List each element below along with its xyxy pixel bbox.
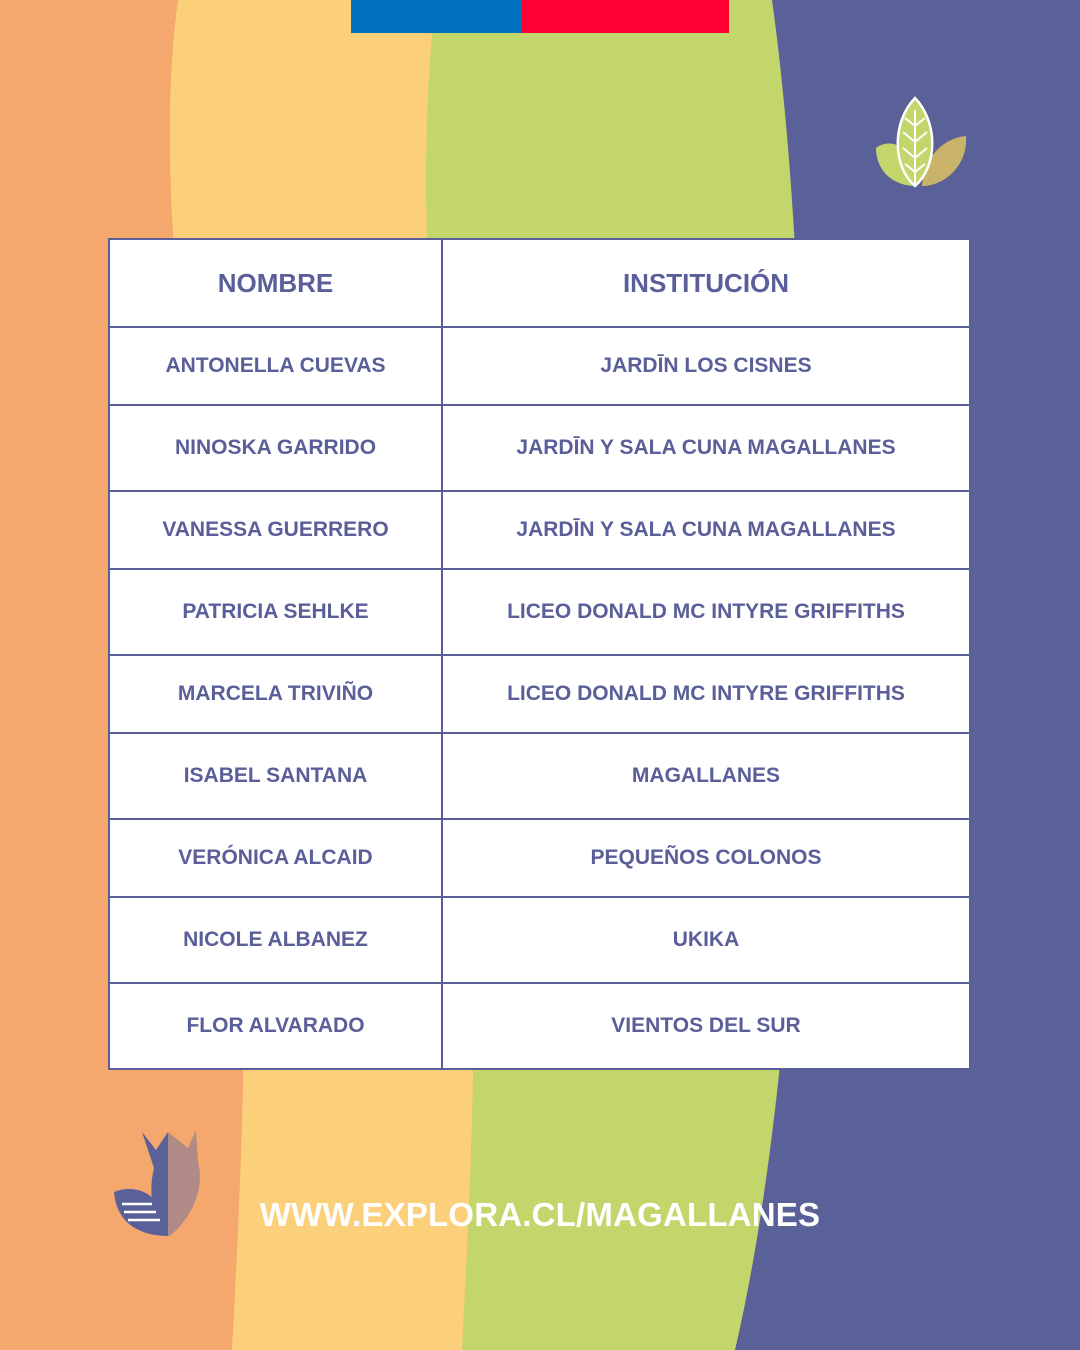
cell-institution: MAGALLANES [442,733,970,819]
cell-institution: JARDĪN Y SALA CUNA MAGALLANES [442,491,970,569]
cell-name: VERÓNICA ALCAID [109,819,442,897]
cell-institution: UKIKA [442,897,970,983]
table-row [109,655,970,733]
cell-name: ISABEL SANTANA [109,733,442,819]
table-row [109,819,970,897]
cell-institution: LICEO DONALD MC INTYRE GRIFFITHS [442,569,970,655]
table-row [109,569,970,655]
table-row [109,733,970,819]
table-header-row [109,239,970,327]
flag-red-bar [521,0,729,33]
flag-blue-bar [351,0,521,33]
cell-name: FLOR ALVARADO [109,983,442,1069]
table-row [109,327,970,405]
cell-institution: LICEO DONALD MC INTYRE GRIFFITHS [442,655,970,733]
cell-institution: JARDĪN LOS CISNES [442,327,970,405]
header-institution: INSTITUCIÓN [442,239,970,327]
participants-table [108,238,971,1070]
fox-icon [112,1128,202,1240]
header-name: NOMBRE [109,239,442,327]
cell-name: NINOSKA GARRIDO [109,405,442,491]
table-row [109,983,970,1069]
table-row [109,405,970,491]
footer-url[interactable]: WWW.EXPLORA.CL/MAGALLANES [259,1196,821,1233]
cell-institution: PEQUEÑOS COLONOS [442,819,970,897]
table-row [109,897,970,983]
cell-name: MARCELA TRIVIÑO [109,655,442,733]
cell-name: PATRICIA SEHLKE [109,569,442,655]
table-row [109,491,970,569]
cell-name: NICOLE ALBANEZ [109,897,442,983]
cell-institution: JARDĪN Y SALA CUNA MAGALLANES [442,405,970,491]
leaf-icon [872,96,970,188]
cell-name: ANTONELLA CUEVAS [109,327,442,405]
cell-institution: VIENTOS DEL SUR [442,983,970,1069]
cell-name: VANESSA GUERRERO [109,491,442,569]
